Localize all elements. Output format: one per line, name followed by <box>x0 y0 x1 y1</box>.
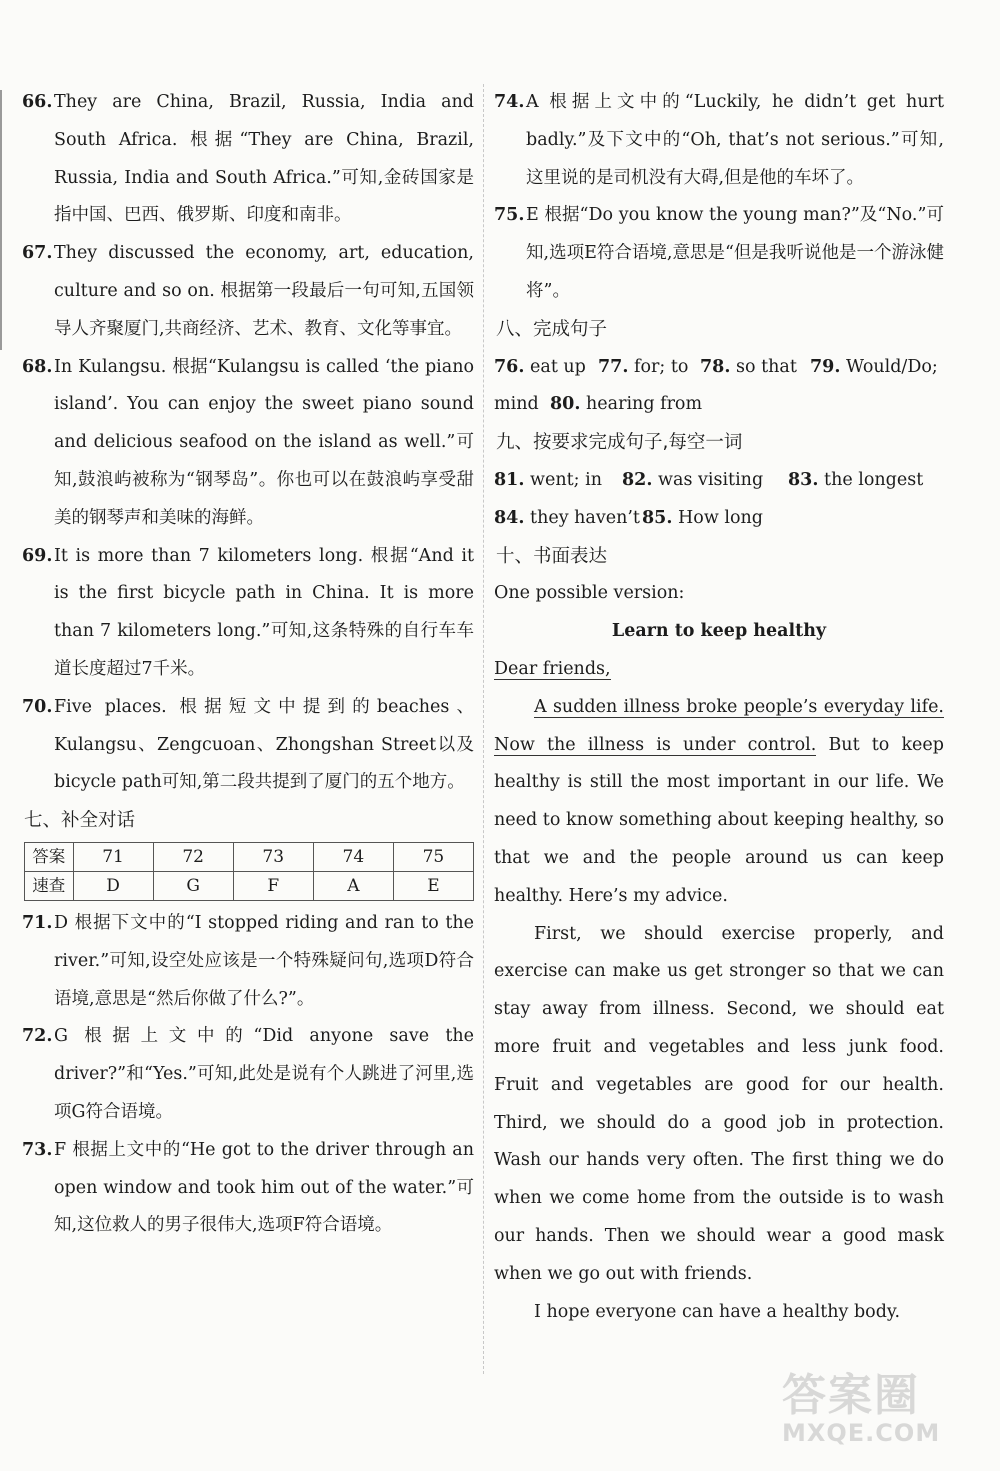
question-number: 66. <box>22 92 53 112</box>
answer-70 <box>22 689 474 802</box>
question-number: 72. <box>22 1026 53 1047</box>
answer-82: 82. was visiting <box>622 469 764 490</box>
table-cell: A <box>313 871 393 900</box>
table-row <box>25 842 474 871</box>
table-cell: F <box>233 871 313 900</box>
essay-title: Learn to keep healthy <box>611 621 827 642</box>
answers-76-80 <box>494 349 944 387</box>
answers-79-80-cont <box>494 386 944 424</box>
table-header-check: 速查 <box>25 871 74 900</box>
answer-text: F 根据上文中的“He got to the driver through an open window and took him out of the water.”可知,这位救人的男子很伟大,选项F符合语境。 <box>54 1139 474 1236</box>
answers-84-85 <box>494 500 944 538</box>
left-column <box>22 84 474 1245</box>
essay-greeting: Dear friends, <box>494 658 611 679</box>
answer-76: 76. eat up <box>494 356 586 377</box>
answer-71 <box>22 905 474 1018</box>
essay-intro: One possible version: <box>494 583 685 604</box>
section-heading-9: 九、按要求完成句子,每空一词 <box>496 432 743 454</box>
answer-text: G 根据上文中的“Did anyone save the driver?”和“Yes.”可知,此处是说有个人跳进了河里,选项G符合语境。 <box>54 1026 474 1122</box>
question-number: 69. <box>22 545 53 566</box>
answer-77: 77. for; to <box>598 356 689 377</box>
question-number: 71. <box>22 912 53 933</box>
answer-69 <box>22 538 474 689</box>
answer-text: Five places. 根据短文中提到的beaches、Kulangsu、Zengcuoan、Zhongshan Street以及bicycle path可知,第二段共提到了厦门的五个地方。 <box>54 696 474 793</box>
section-heading-7: 七、补全对话 <box>24 810 136 832</box>
question-number: 73. <box>22 1139 53 1160</box>
question-number: 75. <box>494 205 525 226</box>
section-heading-8: 八、完成句子 <box>496 318 608 340</box>
answer-67 <box>22 235 474 348</box>
essay-paragraph-1: A sudden illness broke people’s everyday life. Now the illness is under control. But to keep healthy is still the most important in our life. We need to know something about keeping healthy, so that we and the people around us can keep healthy. Here’s my advice. <box>494 696 944 906</box>
table-cell: 74 <box>313 842 393 871</box>
binding-edge <box>0 90 2 350</box>
watermark-url: MXQE.COM <box>782 1419 941 1447</box>
table-cell: 73 <box>233 842 313 871</box>
answer-85: 85. How long <box>642 507 763 528</box>
answer-73 <box>22 1132 474 1245</box>
answer-75 <box>494 197 944 310</box>
table-cell: 72 <box>153 842 233 871</box>
answer-74 <box>494 84 944 197</box>
question-number: 70. <box>22 696 53 717</box>
table-cell: E <box>393 871 473 900</box>
underlined-sentence: A sudden illness broke people’s everyday life. <box>534 696 944 717</box>
essay-paragraph-2: First, we should exercise properly, and exercise can make us get stronger so that we can stay away from illness. Second, we should eat more fruit and vegetables and less junk food. Fruit and vegetables are good for our health. Third, we should do a good job in protection. Wash our hands very often. The first thing we do when we come home from the outside is to wash our hands. Then we should wear a good mask when we go out with friends. <box>494 923 944 1284</box>
answer-83: 83. the longest <box>788 469 924 490</box>
table-cell: 75 <box>393 842 473 871</box>
column-divider <box>483 84 484 1374</box>
table-header-answer: 答案 <box>25 842 74 871</box>
answer-text: E 根据“Do you know the young man?”及“No.”可知,选项E符合语境,意思是“但是我听说他是一个游泳健将”。 <box>526 205 944 301</box>
answer-81: 81. went; in <box>494 469 602 490</box>
table-cell: 71 <box>73 842 153 871</box>
answer-80: 80. hearing from <box>550 394 703 415</box>
answer-66 <box>22 84 474 235</box>
table-cell: G <box>153 871 233 900</box>
underlined-sentence: Now the illness is under control. <box>494 734 817 755</box>
question-number: 68. <box>22 356 53 377</box>
answer-text: It is more than 7 kilometers long. 根据“And it is the first bicycle path in China. It is more than 7 kilometers long.”可知,这条特殊的自行车车道长度超过7千米。 <box>54 545 474 679</box>
right-column <box>494 84 944 1331</box>
table-cell: D <box>73 871 153 900</box>
answer-text: A 根据上文中的“Luckily, he didn’t get hurt badly.”及下文中的“Oh, that’s not serious.”可知,这里说的是司机没有大碍,但是他的车坏了。 <box>526 92 944 188</box>
answer-text: In Kulangsu. 根据“Kulangsu is called ‘the piano island’. You can enjoy the sweet piano sound and delicious seafood on the island as well.”可知,鼓浪屿被称为“钢琴岛”。你也可以在鼓浪屿享受甜美的钢琴声和美味的海鲜。 <box>54 356 474 528</box>
answer-72 <box>22 1018 474 1131</box>
site-watermark <box>782 1359 972 1459</box>
watermark-logo-text: 答案圈 <box>782 1370 920 1421</box>
answer-79-cont: mind <box>494 394 539 415</box>
answer-text: D 根据下文中的“I stopped riding and ran to the river.”可知,设空处应该是一个特殊疑问句,选项D符合语境,意思是“然后你做了什么?”。 <box>54 912 474 1009</box>
question-number: 74. <box>494 92 525 112</box>
answer-text: They are China, Brazil, Russia, India and South Africa. 根据“They are China, Brazil, Russia, India and South Africa.”可知,金砖国家是指中国、巴西、俄罗斯、印度和南非。 <box>54 92 474 226</box>
answer-79: 79. Would/Do; <box>810 356 938 377</box>
essay-paragraph-3: I hope everyone can have a healthy body. <box>534 1301 901 1322</box>
answers-81-83 <box>494 462 944 500</box>
question-number: 67. <box>22 243 53 264</box>
answer-68 <box>22 349 474 538</box>
quick-answer-table <box>24 842 474 901</box>
answer-text: They discussed the economy, art, education, culture and so on. 根据第一段最后一句可知,五国领导人齐聚厦门,共商经济、艺术、教育、文化等事宜。 <box>54 243 474 339</box>
table-row <box>25 871 474 900</box>
answer-78: 78. so that <box>700 356 797 377</box>
answer-84: 84. they haven’t <box>494 507 640 528</box>
section-heading-10: 十、书面表达 <box>496 545 608 567</box>
